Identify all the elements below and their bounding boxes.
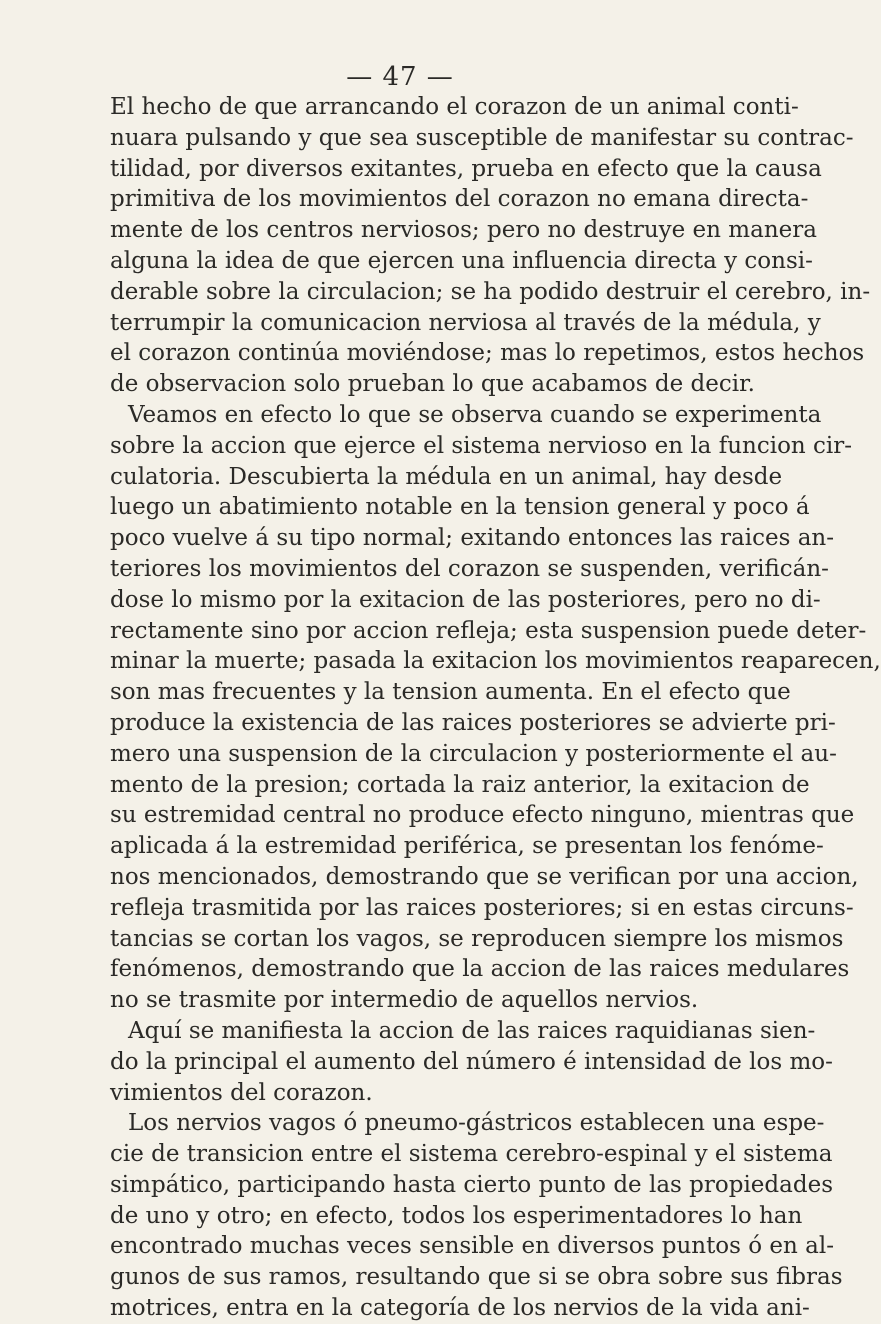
text-line: de observacion solo prueban lo que acabamos de decir. bbox=[110, 371, 755, 398]
text-line: derable sobre la circulacion; se ha podido destruir el cerebro, in- bbox=[110, 278, 871, 305]
text-line: motrices, entra en la categoría de los nervios de la vida ani- bbox=[110, 1295, 810, 1322]
paragraph bbox=[110, 1108, 843, 1324]
text-line: nos mencionados, demostrando que se verifican por una accion, bbox=[110, 863, 859, 890]
text-line: El hecho de que arrancando el corazon de un animal conti- bbox=[110, 94, 799, 120]
body-text bbox=[110, 92, 881, 1324]
text-line: Veamos en efecto lo que se observa cuando se experimenta bbox=[128, 401, 822, 428]
text-line: culatoria. Descubierta la médula en un animal, hay desde bbox=[110, 463, 783, 490]
text-line: aplicada á la estremidad periférica, se presentan los fenóme- bbox=[110, 833, 824, 860]
text-line: primitiva de los movimientos del corazon no emana directa- bbox=[110, 186, 809, 213]
text-line: terrumpir la comunicacion nerviosa al través de la médula, y bbox=[110, 309, 821, 336]
text-line: minar la muerte; pasada la exitacion los movimientos reaparecen, bbox=[110, 648, 881, 675]
text-line: teriores los movimientos del corazon se suspenden, verificán- bbox=[110, 555, 829, 582]
text-line: nuara pulsando y que sea susceptible de manifestar su contrac- bbox=[110, 124, 854, 151]
text-line: el corazon continúa moviéndose; mas lo repetimos, estos hechos bbox=[110, 340, 865, 367]
text-line: produce la existencia de las raices posteriores se advierte pri- bbox=[110, 709, 836, 736]
text-line: Aquí se manifiesta la accion de las raices raquidianas sien- bbox=[128, 1017, 816, 1044]
text-line: mente de los centros nerviosos; pero no destruye en manera bbox=[110, 217, 817, 244]
text-line: tilidad, por diversos exitantes, prueba en efecto que la causa bbox=[110, 155, 822, 182]
text-line: mero una suspension de la circulacion y posteriormente el au- bbox=[110, 740, 837, 767]
text-line: su estremidad central no produce efecto ninguno, mientras que bbox=[110, 802, 855, 829]
text-line: no se trasmite por intermedio de aquellos nervios. bbox=[110, 987, 699, 1014]
text-line: alguna la idea de que ejercen una influencia directa y consi- bbox=[110, 247, 813, 274]
text-line: dose lo mismo por la exitacion de las posteriores, pero no di- bbox=[110, 586, 821, 613]
text-line: simpático, participando hasta cierto punto de las propiedades bbox=[110, 1171, 833, 1198]
text-line: do la principal el aumento del número é intensidad de los mo- bbox=[110, 1048, 833, 1075]
text-line: de uno y otro; en efecto, todos los esperimentadores lo han bbox=[110, 1202, 803, 1229]
text-line: sobre la accion que ejerce el sistema nervioso en la funcion cir- bbox=[110, 432, 853, 459]
paragraph bbox=[110, 1016, 833, 1108]
text-line: fenómenos, demostrando que la accion de las raices medulares bbox=[110, 956, 850, 983]
text-line: Los nervios vagos ó pneumo-gástricos establecen una espe- bbox=[128, 1110, 825, 1137]
text-line: tancias se cortan los vagos, se reproducen siempre los mismos bbox=[110, 925, 844, 952]
text-line: cie de transicion entre el sistema cerebro-espinal y el sistema bbox=[110, 1141, 833, 1168]
text-line: rectamente sino por accion refleja; esta suspension puede deter- bbox=[110, 617, 867, 644]
text-line: mento de la presion; cortada la raiz anterior, la exitacion de bbox=[110, 771, 810, 798]
paragraph bbox=[110, 400, 881, 1016]
text-line: encontrado muchas veces sensible en diversos puntos ó en al- bbox=[110, 1233, 835, 1260]
text-line: poco vuelve á su tipo normal; exitando entonces las raices an- bbox=[110, 525, 834, 552]
text-line: luego un abatimiento notable en la tension general y poco á bbox=[110, 494, 810, 521]
page-number: — 47 — bbox=[346, 62, 454, 92]
text-line: refleja trasmitida por las raices posteriores; si en estas circuns- bbox=[110, 894, 854, 921]
text-line: son mas frecuentes y la tension aumenta. En el efecto que bbox=[110, 679, 791, 706]
text-line: gunos de sus ramos, resultando que si se obra sobre sus fibras bbox=[110, 1264, 843, 1291]
paragraph bbox=[110, 92, 871, 400]
text-line: vimientos del corazon. bbox=[110, 1079, 373, 1106]
